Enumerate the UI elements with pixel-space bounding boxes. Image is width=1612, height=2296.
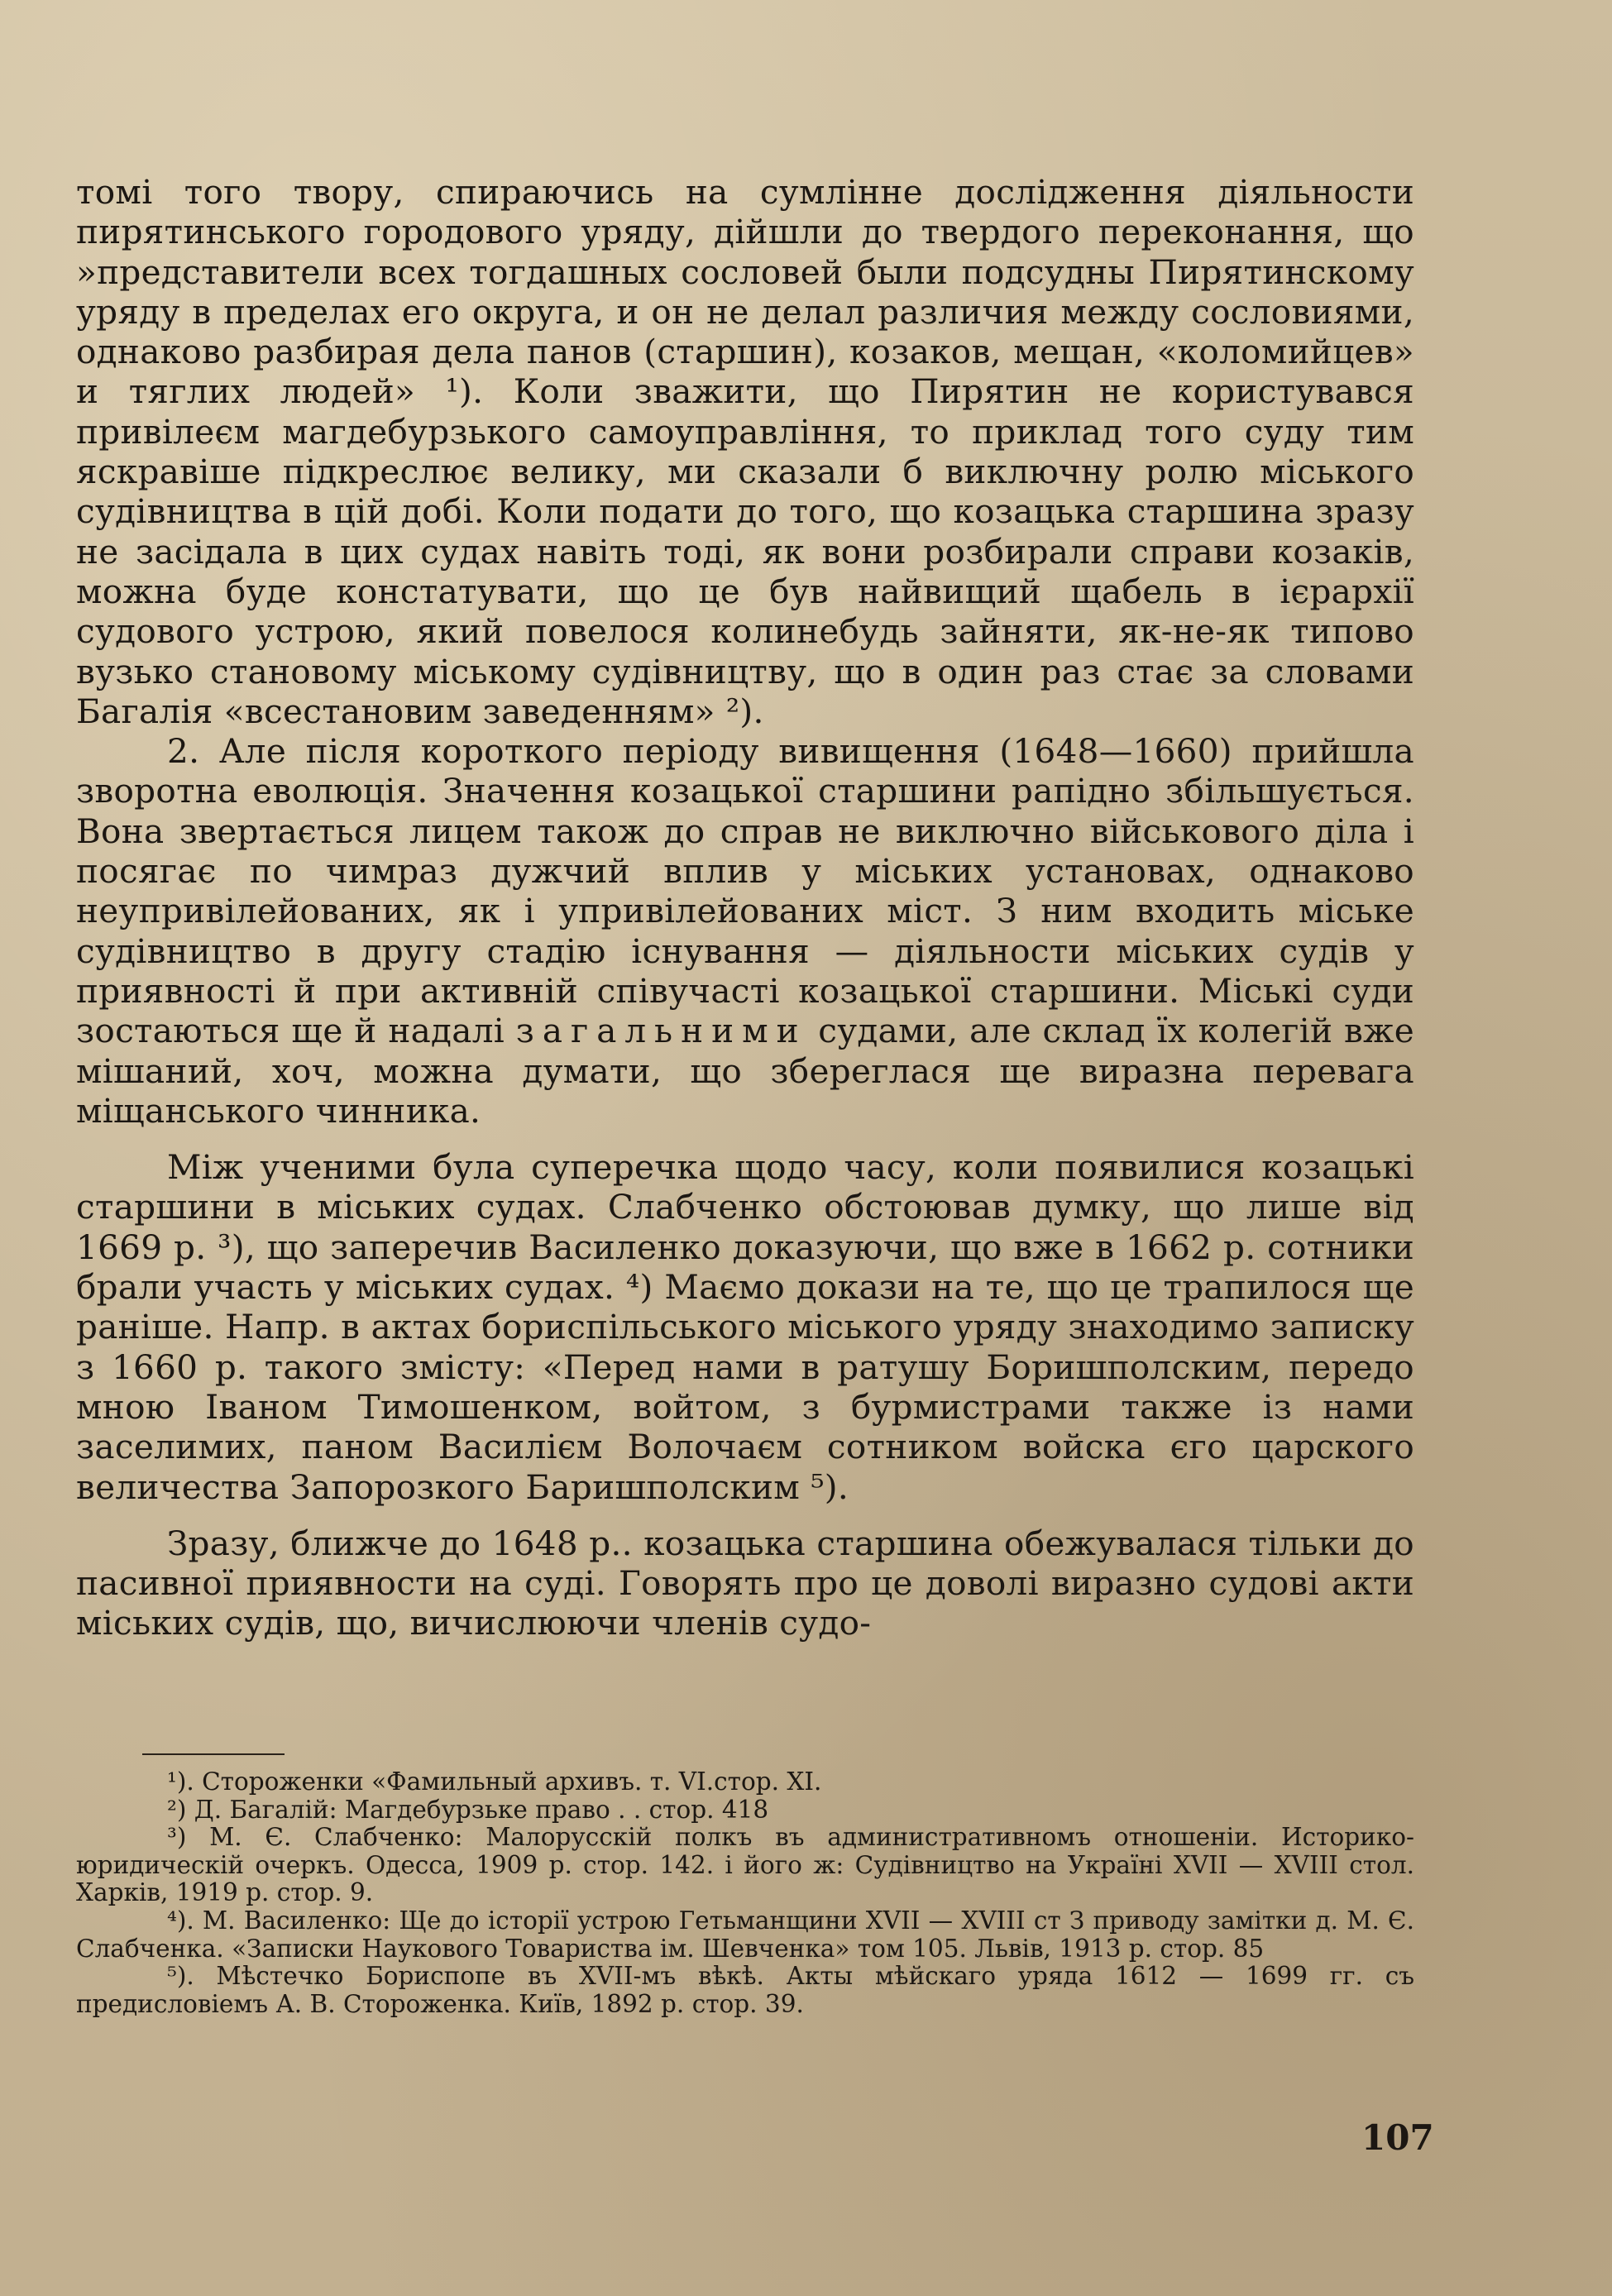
paragraph-section-2 <box>76 731 1414 1131</box>
footnote-2: ²) Д. Багалій: Магдебурзьке право . . стор. 418 <box>167 1795 769 1824</box>
page-number: 107 <box>1361 2117 1434 2158</box>
footnote-3: ³) М. Є. Слабченко: Малорусскій полкъ въ административномъ отношеніи. Историко-юридическій очеркъ. Одесса, 1909 р. стор. 142. і його ж: Судівництво на Україні XVII — XVIII стол. Харків, 1919 р. стор. 9. <box>76 1823 1414 1907</box>
paragraph-text: 2. Але після короткого періоду вивищення (1648—1660) прийшла зворотна еволюція. Значення козацької старшини рапідно збільшується. Вона звертається лицем також до справ не виключно військового діла і посягає по чимраз дужчий вплив у міських установах, однаково неупривілейованих, як і упривілейованих міст. З ним входить міське судівництво в другу стадію існування — діяльности міських судів у приявності й при активній співучасті козацької старшини. Міські суди зостаються ще й надалі <box>76 731 1414 1051</box>
paragraph-text: судами, але склад їх колегій вже мішаний, хоч, можна думати, що збереглася ще виразна перевага міщанського чинника. <box>76 1011 1414 1131</box>
footnote-divider <box>142 1753 285 1755</box>
paragraph-continuation: томі того твору, спираючись на сумлінне дослідження діяльности пирятинського городового уряду, дійшли до твердого переконання, що »представители всех тогдашных сословей были подсудны Пирятинскому уряду в пределах его округа, и он не делал различия между сословиями, однаково разбирая дела панов (старшин), козаков, мещан, «коломийцев» и тяглих людей» ¹). Коли зважити, що Пирятин не користувався привілеєм магдебурзького самоуправління, то приклад того суду тим яскравіше підкреслює велику, ми сказали б виключну ролю міського судівництва в цій добі. Коли подати до того, що козацька старшина зразу не засідала в цих судах навіть тоді, як вони розбирали справи козаків, можна буде констатувати, що це був найвищий щабель в ієрархії судового устрою, який повелося колинебудь зайняти, як-не-як типово вузько становому міському судівництву, що в один раз стає за словами Багалія «всестановим заведенням» ²). <box>76 172 1414 731</box>
paragraph-scholars-dispute: Між ученими була суперечка щодо часу, коли появилися козацькі старшини в міських судах. Слабченко обстоював думку, що лише від 1669 р. ³), що заперечив Василенко доказуючи, що вже в 1662 р. сотники брали участь у міських судах. ⁴) Маємо докази на те, що це трапилося ще раніше. Напр. в актах бориспільського міського уряду знаходимо записку з 1660 р. такого змісту: «Перед нами в ратушу Боришполским, передо мною Іваном Тимошенком, войтом, з бурмистрами также із нами заселимих, паном Василієм Волочаєм сотником войска єго царского величества Запорозкого Баришполским ⁵). <box>76 1147 1414 1507</box>
footnote-1: ¹). Стороженки «Фамильный архивъ. т. VI.стор. XI. <box>167 1767 822 1796</box>
footnote-5: ⁵). Мѣстечко Бориспопе въ XVII-мъ вѣкѣ. Акты мѣйскаго уряда 1612 — 1699 гг. съ предисловіемъ А. В. Стороженка. Київ, 1892 р. стор. 39. <box>76 1962 1414 2018</box>
main-text <box>76 172 1414 1643</box>
spaced-emphasis: загальними <box>515 1011 807 1051</box>
footnote-4: ⁴). М. Василенко: Ще до історії устрою Гетьманщини XVII — XVIII ст З приводу замітки д. М. Є. Слабченка. «Записки Наукового Товариства ім. Шевченка» том 105. Львів, 1913 р. стор. 85 <box>76 1906 1414 1963</box>
paragraph-passive-presence: Зразу, ближче до 1648 р.. козацька старшина обежувалася тільки до пасивної приявности на суді. Говорять про це доволі виразно судові акти міських судів, що, вичислюючи членів судо- <box>76 1523 1414 1643</box>
footnotes <box>76 1768 1414 2018</box>
